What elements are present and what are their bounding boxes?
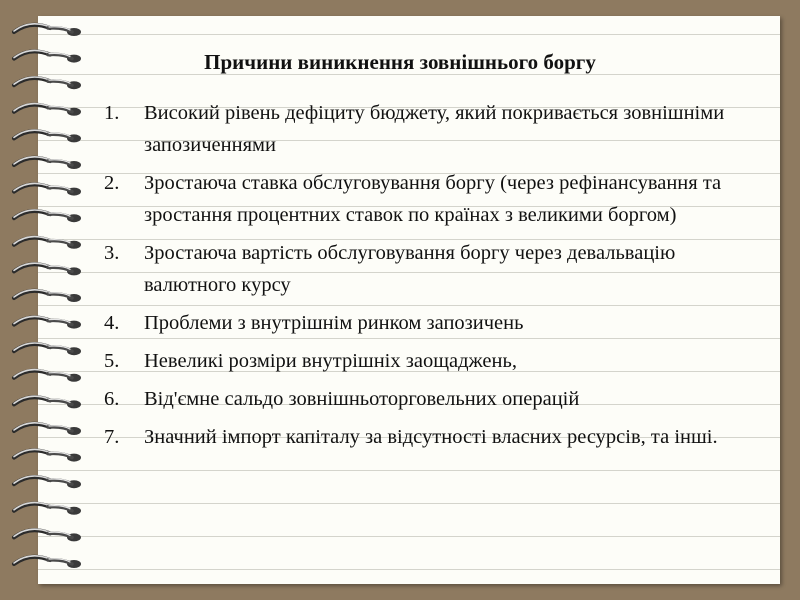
spiral-ring [14, 423, 81, 435]
spiral-ring [14, 556, 81, 568]
list-item [104, 307, 764, 339]
item-text: Проблеми з внутрішнім ринком запозичень [144, 312, 524, 334]
item-number: 2. [104, 172, 120, 194]
spiral-ring [14, 104, 81, 116]
spiral-ring [14, 157, 81, 169]
item-text: Зростаюча ставка обслуговування боргу (через рефінансування та зростання процентних ставок по країнах з великими боргом) [144, 172, 722, 226]
spiral-ring [14, 316, 81, 328]
item-number: 3. [104, 242, 120, 264]
spiral-ring [14, 503, 81, 515]
item-number: 5. [104, 350, 120, 372]
item-text: Значний імпорт капіталу за відсутності власних ресурсів, та інші. [144, 426, 718, 448]
spiral-ring [14, 183, 81, 195]
item-number: 1. [104, 102, 120, 124]
item-text: Від'ємне сальдо зовнішньоторговельних операцій [144, 388, 580, 410]
item-text: Високий рівень дефіциту бюджету, який покривається зовнішніми запозиченнями [144, 102, 725, 156]
spiral-ring [14, 77, 81, 89]
spiral-ring [14, 370, 81, 382]
spiral-ring [14, 529, 81, 541]
spiral-ring [14, 237, 81, 249]
spiral-ring [14, 476, 81, 488]
list-item [104, 383, 764, 415]
item-text: Невеликі розміри внутрішніх заощаджень, [144, 350, 517, 372]
item-number: 6. [104, 388, 120, 410]
item-text: Зростаюча вартість обслуговування боргу через девальвацію валютного курсу [144, 242, 676, 296]
slide-title: Причини виникнення зовнішнього боргу [204, 50, 596, 74]
item-number: 4. [104, 312, 120, 334]
spiral-ring [14, 130, 81, 142]
list-item [104, 237, 764, 301]
spiral-ring [14, 263, 81, 275]
list-item [104, 167, 764, 231]
spiral-ring [14, 210, 81, 222]
spiral-ring [14, 343, 81, 355]
item-number: 7. [104, 426, 120, 448]
causes-list [104, 97, 764, 459]
spiral-ring [14, 24, 81, 36]
spiral-ring [14, 449, 81, 461]
spiral-binding [8, 18, 98, 578]
list-item [104, 421, 764, 453]
list-item [104, 345, 764, 377]
spiral-ring [14, 396, 81, 408]
list-item [104, 97, 764, 161]
spiral-ring [14, 290, 81, 302]
